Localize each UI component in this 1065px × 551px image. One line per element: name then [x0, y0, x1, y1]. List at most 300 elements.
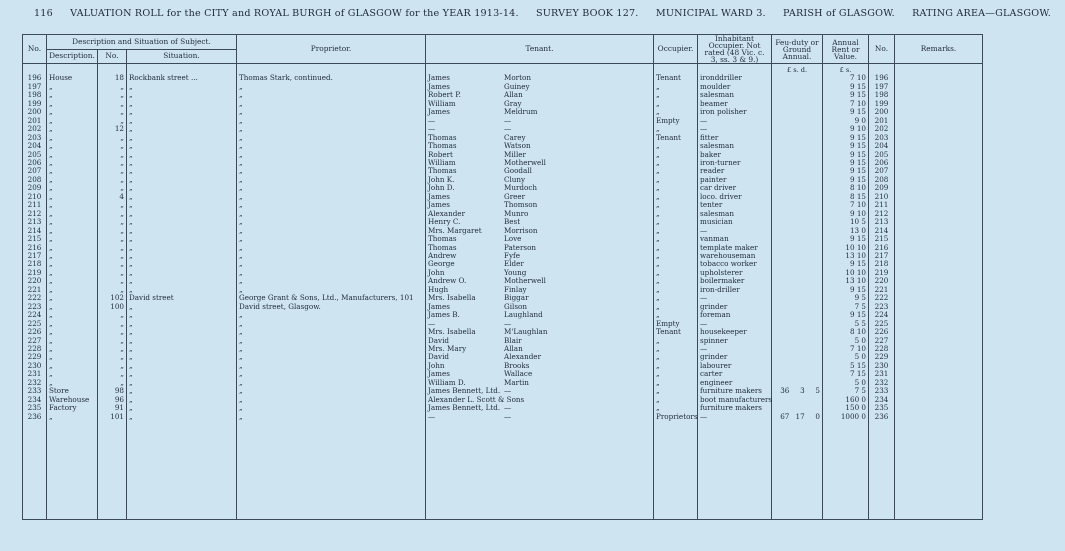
row-number: „	[98, 353, 127, 361]
row-occupation: fitter	[698, 134, 772, 142]
row-occupier-status: „	[654, 277, 698, 285]
row-description: „	[47, 125, 98, 133]
row-number: „	[98, 260, 127, 268]
row-remarks	[895, 159, 983, 167]
survey-book: SURVEY BOOK 127.	[535, 8, 639, 19]
row-annual-rent: 7 10	[823, 100, 869, 108]
row-occupation: reader	[698, 167, 772, 175]
row-occupier-status: „	[654, 100, 698, 108]
row-occupation: —	[698, 345, 772, 353]
row-annual-rent: 13 10	[823, 252, 869, 260]
row-feu-duty	[772, 142, 823, 150]
row-proprietor: „	[237, 328, 426, 336]
table-row-226	[23, 328, 983, 336]
tenant-first-name: John K.	[428, 174, 455, 184]
table-row-197	[23, 83, 983, 91]
row-annual-rent: 9 15	[823, 91, 869, 99]
row-number: 101	[98, 413, 127, 421]
row-feu-duty	[772, 201, 823, 209]
tenant-first-name: Mrs. Mary	[428, 343, 467, 353]
row-number: 102	[98, 294, 127, 302]
row-occupier-status: Tenant	[654, 74, 698, 82]
row-proprietor: „	[237, 193, 426, 201]
col-tenant: Tenant.	[426, 35, 654, 64]
row-no: 218	[23, 260, 47, 268]
row-no-right: 232	[869, 379, 895, 387]
row-number: 100	[98, 303, 127, 311]
tenant-surname: Finlay	[504, 284, 527, 294]
row-occupier-status: Tenant	[654, 134, 698, 142]
row-no: 232	[23, 379, 47, 387]
feu-shillings: 3	[800, 386, 805, 396]
tenant-surname: Wallace	[504, 369, 533, 379]
row-description: „	[47, 311, 98, 319]
row-annual-rent: 7 15	[823, 370, 869, 378]
table-row-219	[23, 269, 983, 277]
row-no: 222	[23, 294, 47, 302]
row-annual-rent: 9 10	[823, 210, 869, 218]
row-annual-rent: 5 0	[823, 337, 869, 345]
row-annual-rent: 5 0	[823, 379, 869, 387]
row-no: 221	[23, 286, 47, 294]
table-row-209	[23, 184, 983, 192]
tenant-first-name: Mrs. Isabella	[428, 293, 476, 303]
table-row-202	[23, 125, 983, 133]
row-number: „	[98, 379, 127, 387]
row-description: Store	[47, 387, 98, 395]
row-remarks	[895, 235, 983, 243]
row-description: „	[47, 108, 98, 116]
row-occupation: furniture makers	[698, 404, 772, 412]
row-number: 98	[98, 387, 127, 395]
row-situation: „	[127, 210, 237, 218]
tenant-first-name: Mrs. Margaret	[428, 225, 482, 235]
tenant-surname: Carey	[504, 132, 526, 142]
row-proprietor: „	[237, 201, 426, 209]
row-number: „	[98, 167, 127, 175]
row-proprietor: „	[237, 277, 426, 285]
row-occupier-status: „	[654, 142, 698, 150]
row-feu-duty	[772, 159, 823, 167]
row-situation: „	[127, 370, 237, 378]
row-tenant	[426, 235, 654, 243]
col-annual-rent: Annual Rent or Value.	[823, 35, 869, 64]
table-row-223	[23, 303, 983, 311]
row-feu-duty	[772, 74, 823, 82]
row-no-right: 222	[869, 294, 895, 302]
row-no: 200	[23, 108, 47, 116]
table-row-227	[23, 337, 983, 345]
feu-shillings: 17	[795, 411, 805, 421]
table-row-203	[23, 134, 983, 142]
row-remarks	[895, 227, 983, 235]
row-remarks	[895, 269, 983, 277]
row-description: Warehouse	[47, 396, 98, 404]
row-feu-duty	[772, 353, 823, 361]
row-remarks	[895, 345, 983, 353]
row-proprietor: „	[237, 125, 426, 133]
tenant-surname: Love	[504, 234, 522, 244]
valuation-table	[22, 34, 983, 520]
tenant-surname: Elder	[504, 259, 524, 269]
col-number: No.	[98, 50, 127, 64]
row-description: „	[47, 117, 98, 125]
row-tenant	[426, 404, 654, 412]
row-annual-rent: 7 10	[823, 345, 869, 353]
row-occupier-status: „	[654, 260, 698, 268]
tenant-surname: Morrison	[504, 225, 538, 235]
tenant-first-name: John	[428, 360, 445, 370]
row-feu-duty	[772, 370, 823, 378]
row-tenant	[426, 167, 654, 175]
row-no-right: 221	[869, 286, 895, 294]
row-situation: „	[127, 201, 237, 209]
row-no: 230	[23, 362, 47, 370]
row-annual-rent: 9 15	[823, 83, 869, 91]
row-no: 209	[23, 184, 47, 192]
row-no-right: 224	[869, 311, 895, 319]
row-no: 229	[23, 353, 47, 361]
row-occupier-status: „	[654, 108, 698, 116]
row-situation: „	[127, 151, 237, 159]
tenant-first-name: Mrs. Isabella	[428, 327, 476, 337]
row-tenant	[426, 159, 654, 167]
row-situation: „	[127, 83, 237, 91]
row-feu-duty	[772, 176, 823, 184]
row-description: „	[47, 100, 98, 108]
tenant-first-name: Thomas	[428, 234, 457, 244]
row-situation: „	[127, 125, 237, 133]
feu-pence: 0	[815, 411, 820, 421]
row-feu-duty	[772, 286, 823, 294]
tenant-surname: Allan	[504, 343, 523, 353]
header-row-1	[23, 35, 983, 50]
row-remarks	[895, 387, 983, 395]
table-row-236	[23, 413, 983, 421]
row-annual-rent: 9 0	[823, 117, 869, 125]
table-row-214	[23, 227, 983, 235]
row-no-right: 212	[869, 210, 895, 218]
table-row-212	[23, 210, 983, 218]
tenant-surname	[504, 396, 651, 404]
tenant-first-name: —	[428, 318, 436, 328]
row-no-right: 205	[869, 151, 895, 159]
row-tenant	[426, 108, 654, 116]
tenant-first-name: —	[428, 411, 436, 421]
row-number: „	[98, 269, 127, 277]
row-no: 197	[23, 83, 47, 91]
row-proprietor: „	[237, 244, 426, 252]
row-no-right: 220	[869, 277, 895, 285]
row-occupier-status: „	[654, 201, 698, 209]
row-occupier-status: „	[654, 125, 698, 133]
row-number: „	[98, 176, 127, 184]
row-remarks	[895, 201, 983, 209]
row-description: „	[47, 184, 98, 192]
row-annual-rent: 150 0	[823, 404, 869, 412]
row-feu-duty	[772, 83, 823, 91]
row-description: „	[47, 193, 98, 201]
row-proprietor: „	[237, 286, 426, 294]
page-number: 116	[34, 8, 53, 19]
row-occupier-status: „	[654, 362, 698, 370]
row-feu-duty	[772, 227, 823, 235]
row-no-right: 200	[869, 108, 895, 116]
table-row-217	[23, 252, 983, 260]
row-remarks	[895, 404, 983, 412]
row-occupation: iron-turner	[698, 159, 772, 167]
tenant-surname: Brooks	[504, 360, 530, 370]
row-occupation: —	[698, 227, 772, 235]
row-situation: „	[127, 345, 237, 353]
tenant-surname: —	[504, 124, 512, 134]
row-number: „	[98, 117, 127, 125]
row-situation: „	[127, 108, 237, 116]
row-no: 226	[23, 328, 47, 336]
row-situation: „	[127, 252, 237, 260]
row-no-right: 228	[869, 345, 895, 353]
tenant-first-name: James	[428, 81, 450, 91]
row-occupier-status: „	[654, 210, 698, 218]
table-row-215	[23, 235, 983, 243]
rent-units: £ s.	[823, 64, 869, 75]
col-no-right: No.	[869, 35, 895, 64]
row-description: „	[47, 337, 98, 345]
row-number: „	[98, 142, 127, 150]
row-no: 228	[23, 345, 47, 353]
tenant-first-name: James Bennett, Ltd.	[428, 403, 501, 413]
row-situation: „	[127, 235, 237, 243]
tenant-surname: Cluny	[504, 174, 526, 184]
row-no-right: 204	[869, 142, 895, 150]
row-description: „	[47, 235, 98, 243]
row-annual-rent: 9 15	[823, 134, 869, 142]
row-tenant	[426, 244, 654, 252]
feu-units: £ s. d.	[772, 64, 823, 75]
row-feu-duty	[772, 413, 823, 421]
row-tenant	[426, 125, 654, 133]
row-occupation: iron-driller	[698, 286, 772, 294]
tenant-first-name: James	[428, 301, 450, 311]
row-situation: „	[127, 396, 237, 404]
row-occupation: —	[698, 125, 772, 133]
row-occupation: iron polisher	[698, 108, 772, 116]
tenant-first-name: Alexander L. Scott & Sons	[428, 394, 525, 404]
row-no: 203	[23, 134, 47, 142]
table-row-220	[23, 277, 983, 285]
row-occupier-status: „	[654, 286, 698, 294]
row-situation: „	[127, 218, 237, 226]
row-occupier-status: Empty	[654, 320, 698, 328]
row-situation: „	[127, 286, 237, 294]
tenant-first-name: Andrew O.	[428, 276, 467, 286]
row-situation: „	[127, 379, 237, 387]
row-description: „	[47, 167, 98, 175]
row-proprietor: „	[237, 117, 426, 125]
row-no: 235	[23, 404, 47, 412]
row-remarks	[895, 353, 983, 361]
row-proprietor: „	[237, 176, 426, 184]
row-annual-rent: 13 10	[823, 277, 869, 285]
row-no: 223	[23, 303, 47, 311]
row-situation: „	[127, 404, 237, 412]
row-occupation: labourer	[698, 362, 772, 370]
row-feu-duty	[772, 125, 823, 133]
row-proprietor: „	[237, 252, 426, 260]
row-remarks	[895, 83, 983, 91]
row-tenant	[426, 91, 654, 99]
row-annual-rent: 9 15	[823, 286, 869, 294]
row-tenant	[426, 260, 654, 268]
table-row-234	[23, 396, 983, 404]
col-description-group: Description and Situation of Subject.	[47, 35, 237, 50]
row-number: „	[98, 227, 127, 235]
tenant-first-name: Thomas	[428, 132, 457, 142]
row-occupier-status: „	[654, 252, 698, 260]
col-proprietor: Proprietor.	[237, 35, 426, 64]
row-description: „	[47, 218, 98, 226]
row-remarks	[895, 142, 983, 150]
row-no-right: 197	[869, 83, 895, 91]
row-tenant	[426, 353, 654, 361]
row-no: 199	[23, 100, 47, 108]
row-feu-duty	[772, 117, 823, 125]
row-no: 227	[23, 337, 47, 345]
row-tenant	[426, 184, 654, 192]
row-number: 12	[98, 125, 127, 133]
row-no-right: 233	[869, 387, 895, 395]
row-description: „	[47, 269, 98, 277]
row-description: „	[47, 201, 98, 209]
row-feu-duty	[772, 91, 823, 99]
tenant-surname: —	[504, 411, 512, 421]
row-no-right: 211	[869, 201, 895, 209]
tenant-first-name: Hugh	[428, 284, 449, 294]
row-occupation: car driver	[698, 184, 772, 192]
row-no-right: 214	[869, 227, 895, 235]
table-row-199	[23, 100, 983, 108]
table-row-204	[23, 142, 983, 150]
row-description: „	[47, 159, 98, 167]
row-no: 215	[23, 235, 47, 243]
row-no: 202	[23, 125, 47, 133]
row-remarks	[895, 277, 983, 285]
row-situation: Rockbank street ...	[127, 74, 237, 82]
row-no-right: 202	[869, 125, 895, 133]
row-feu-duty	[772, 193, 823, 201]
row-feu-duty	[772, 362, 823, 370]
table-row-230	[23, 362, 983, 370]
row-situation: David street	[127, 294, 237, 302]
row-feu-duty	[772, 387, 823, 395]
tenant-surname: Morton	[504, 73, 531, 83]
row-no-right: 225	[869, 320, 895, 328]
row-number: „	[98, 345, 127, 353]
row-occupier-status: „	[654, 167, 698, 175]
row-number: „	[98, 210, 127, 218]
table-row-200	[23, 108, 983, 116]
row-proprietor: „	[237, 227, 426, 235]
row-description: „	[47, 294, 98, 302]
row-description: „	[47, 277, 98, 285]
row-no-right: 218	[869, 260, 895, 268]
row-no-right: 236	[869, 413, 895, 421]
tenant-surname: Goodall	[504, 166, 532, 176]
table-row-206	[23, 159, 983, 167]
row-proprietor: „	[237, 413, 426, 421]
row-feu-duty	[772, 218, 823, 226]
row-proprietor: „	[237, 269, 426, 277]
row-annual-rent: 7 5	[823, 303, 869, 311]
row-no-right: 219	[869, 269, 895, 277]
row-occupier-status: „	[654, 218, 698, 226]
row-number: „	[98, 328, 127, 336]
row-description: „	[47, 260, 98, 268]
row-occupier-status: „	[654, 83, 698, 91]
row-no: 212	[23, 210, 47, 218]
row-annual-rent: 9 15	[823, 235, 869, 243]
row-description: „	[47, 91, 98, 99]
row-occupier-status: „	[654, 235, 698, 243]
row-no: 214	[23, 227, 47, 235]
row-no-right: 199	[869, 100, 895, 108]
row-no-right: 226	[869, 328, 895, 336]
row-proprietor: „	[237, 404, 426, 412]
row-annual-rent: 160 0	[823, 396, 869, 404]
row-occupier-status: „	[654, 151, 698, 159]
row-situation: „	[127, 142, 237, 150]
row-number: „	[98, 337, 127, 345]
row-remarks	[895, 311, 983, 319]
tenant-surname: Paterson	[504, 242, 537, 252]
row-occupier-status: „	[654, 176, 698, 184]
row-occupation: —	[698, 294, 772, 302]
row-feu-duty	[772, 184, 823, 192]
row-occupation: —	[698, 320, 772, 328]
row-remarks	[895, 252, 983, 260]
row-annual-rent: 9 15	[823, 167, 869, 175]
row-feu-duty	[772, 320, 823, 328]
table-row-210	[23, 193, 983, 201]
row-remarks	[895, 396, 983, 404]
row-occupation: carter	[698, 370, 772, 378]
row-tenant	[426, 311, 654, 319]
row-description: „	[47, 83, 98, 91]
row-occupation: painter	[698, 176, 772, 184]
row-number: „	[98, 252, 127, 260]
row-number: „	[98, 108, 127, 116]
tenant-surname: Meldrum	[504, 107, 538, 117]
row-no: 211	[23, 201, 47, 209]
row-remarks	[895, 244, 983, 252]
row-occupation: spinner	[698, 337, 772, 345]
row-number: „	[98, 235, 127, 243]
tenant-first-name: Robert P.	[428, 90, 461, 100]
table-row-235	[23, 404, 983, 412]
row-situation: „	[127, 303, 237, 311]
row-no-right: 209	[869, 184, 895, 192]
tenant-surname: M'Laughlan	[504, 327, 548, 337]
row-occupation: tenter	[698, 201, 772, 209]
row-tenant	[426, 74, 654, 82]
tenant-surname: —	[504, 403, 512, 413]
row-remarks	[895, 193, 983, 201]
tenant-first-name: James	[428, 107, 450, 117]
row-remarks	[895, 328, 983, 336]
tenant-first-name: James	[428, 369, 450, 379]
row-proprietor: „	[237, 83, 426, 91]
row-number: „	[98, 362, 127, 370]
